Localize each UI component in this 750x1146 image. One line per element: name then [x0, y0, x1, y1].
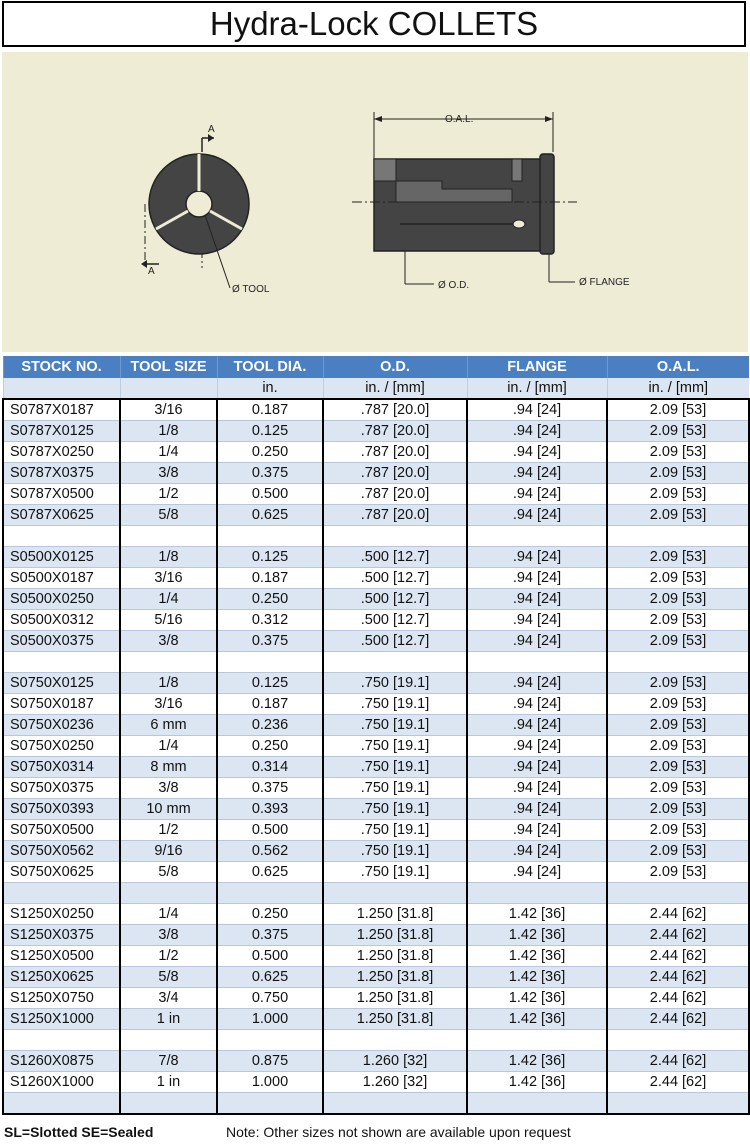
table-cell: .94 [24] [467, 715, 607, 736]
table-cell: 1.42 [36] [467, 925, 607, 946]
unit-cell: in. / [mm] [467, 378, 607, 399]
table-cell: 2.09 [53] [607, 862, 749, 883]
table-row [3, 736, 749, 757]
table-cell: S0750X0236 [3, 715, 120, 736]
table-cell: 2.09 [53] [607, 673, 749, 694]
table-cell: S0750X0393 [3, 799, 120, 820]
table-cell: 0.125 [217, 673, 323, 694]
table-cell: 2.09 [53] [607, 589, 749, 610]
table-cell: 0.187 [217, 694, 323, 715]
page-title: Hydra-Lock COLLETS [2, 1, 746, 47]
table-cell: 0.250 [217, 736, 323, 757]
table-cell: 1.250 [31.8] [323, 988, 467, 1009]
table-cell: S0500X0125 [3, 547, 120, 568]
table-cell: .787 [20.0] [323, 442, 467, 463]
table-row [3, 988, 749, 1009]
table-cell: 2.09 [53] [607, 694, 749, 715]
table-cell: .750 [19.1] [323, 736, 467, 757]
table-cell: 0.250 [217, 442, 323, 463]
table-cell: 2.09 [53] [607, 484, 749, 505]
table-cell [607, 1093, 749, 1115]
table-cell: .94 [24] [467, 631, 607, 652]
table-row [3, 568, 749, 589]
table-cell: 1.42 [36] [467, 988, 607, 1009]
table-cell: 2.09 [53] [607, 610, 749, 631]
table-cell: .787 [20.0] [323, 421, 467, 442]
table-cell: 2.09 [53] [607, 631, 749, 652]
table-cell: 5/16 [120, 610, 217, 631]
table-cell: 3/16 [120, 568, 217, 589]
table-row [3, 442, 749, 463]
table-cell [607, 526, 749, 547]
table-cell: S0500X0187 [3, 568, 120, 589]
table-cell: 1.42 [36] [467, 1072, 607, 1093]
table-cell [3, 652, 120, 673]
table-cell: 2.09 [53] [607, 505, 749, 526]
table-cell [3, 1093, 120, 1115]
table-cell: 0.500 [217, 946, 323, 967]
table-cell: 0.625 [217, 862, 323, 883]
table-cell: .750 [19.1] [323, 862, 467, 883]
table-cell [120, 1030, 217, 1051]
table-cell: 2.09 [53] [607, 547, 749, 568]
table-cell: .94 [24] [467, 799, 607, 820]
table-row [3, 967, 749, 988]
table-cell [323, 526, 467, 547]
table-cell: .94 [24] [467, 757, 607, 778]
table-cell: 1.250 [31.8] [323, 1009, 467, 1030]
table-cell: 2.09 [53] [607, 820, 749, 841]
table-cell: 2.09 [53] [607, 463, 749, 484]
table-cell: 1.260 [32] [323, 1051, 467, 1072]
table-row [3, 1072, 749, 1093]
table-cell: S0787X0625 [3, 505, 120, 526]
table-cell: S1250X0500 [3, 946, 120, 967]
table-cell: 0.375 [217, 631, 323, 652]
table-cell: S1260X0875 [3, 1051, 120, 1072]
table-cell: .500 [12.7] [323, 589, 467, 610]
table-cell: 0.250 [217, 904, 323, 925]
table-cell [3, 1030, 120, 1051]
table-row [3, 778, 749, 799]
table-cell: 9/16 [120, 841, 217, 862]
table-cell: 2.44 [62] [607, 925, 749, 946]
table-cell: 0.187 [217, 568, 323, 589]
table-cell: .500 [12.7] [323, 568, 467, 589]
table-cell: .787 [20.0] [323, 484, 467, 505]
table-cell: .94 [24] [467, 610, 607, 631]
table-cell [467, 883, 607, 904]
table-cell: 2.44 [62] [607, 988, 749, 1009]
table-cell: 0.500 [217, 820, 323, 841]
table-cell: 2.44 [62] [607, 967, 749, 988]
flange-dimension-label: Ø FLANGE [579, 277, 630, 288]
table-body [3, 399, 749, 1114]
table-cell: .94 [24] [467, 568, 607, 589]
column-header: FLANGE [467, 356, 607, 378]
table-cell: 0.375 [217, 463, 323, 484]
table-cell: .500 [12.7] [323, 610, 467, 631]
table-cell: 1.42 [36] [467, 967, 607, 988]
table-cell: 0.562 [217, 841, 323, 862]
oal-dimension-label: O.A.L. [445, 114, 474, 125]
table-cell: S0500X0250 [3, 589, 120, 610]
table-cell: .787 [20.0] [323, 505, 467, 526]
table-header-row [3, 356, 749, 378]
table-cell: 5/8 [120, 505, 217, 526]
table-cell: .500 [12.7] [323, 631, 467, 652]
column-header: TOOL DIA. [217, 356, 323, 378]
table-cell: S0750X0250 [3, 736, 120, 757]
table-row [3, 421, 749, 442]
table-cell: 1/8 [120, 547, 217, 568]
table-cell: .94 [24] [467, 862, 607, 883]
table-cell: 3/8 [120, 463, 217, 484]
table-cell: .94 [24] [467, 505, 607, 526]
table-cell: 3/8 [120, 925, 217, 946]
table-row [3, 862, 749, 883]
table-row [3, 1009, 749, 1030]
table-cell: 2.09 [53] [607, 568, 749, 589]
table-cell: 0.236 [217, 715, 323, 736]
table-cell: S0787X0187 [3, 399, 120, 421]
table-cell [323, 1030, 467, 1051]
table-row [3, 715, 749, 736]
collet-drawing-svg [2, 52, 748, 352]
table-cell: .94 [24] [467, 673, 607, 694]
table-cell: 1/8 [120, 421, 217, 442]
table-cell: 0.314 [217, 757, 323, 778]
unit-cell: in. / [mm] [607, 378, 749, 399]
section-a-top-label: A [208, 124, 215, 135]
table-cell: 1/4 [120, 589, 217, 610]
table-cell [323, 652, 467, 673]
table-row [3, 946, 749, 967]
table-row [3, 757, 749, 778]
table-cell [120, 526, 217, 547]
table-cell: 1/4 [120, 442, 217, 463]
table-cell: S0750X0375 [3, 778, 120, 799]
table-cell [217, 1030, 323, 1051]
table-cell: .750 [19.1] [323, 841, 467, 862]
table-cell: 1.000 [217, 1009, 323, 1030]
table-cell: .750 [19.1] [323, 799, 467, 820]
table-cell: .750 [19.1] [323, 757, 467, 778]
table-cell: 5/8 [120, 862, 217, 883]
column-header: O.D. [323, 356, 467, 378]
unit-cell: in. [217, 378, 323, 399]
footer [4, 1124, 748, 1144]
spacer-row [3, 1093, 749, 1115]
table-cell: .94 [24] [467, 421, 607, 442]
table-cell: .94 [24] [467, 778, 607, 799]
table-cell [467, 1030, 607, 1051]
table-row [3, 589, 749, 610]
table-cell [120, 883, 217, 904]
table-cell: 1.250 [31.8] [323, 904, 467, 925]
table-cell: 2.09 [53] [607, 421, 749, 442]
table-cell: 0.625 [217, 505, 323, 526]
table-cell [467, 652, 607, 673]
table-cell: 0.750 [217, 988, 323, 1009]
column-header: O.A.L. [607, 356, 749, 378]
table-cell: 1.250 [31.8] [323, 967, 467, 988]
table-cell: 1.250 [31.8] [323, 925, 467, 946]
table-cell: 0.625 [217, 967, 323, 988]
table-cell: 1 in [120, 1009, 217, 1030]
table-cell [323, 883, 467, 904]
table-row [3, 463, 749, 484]
table-cell: 10 mm [120, 799, 217, 820]
table-row [3, 484, 749, 505]
table-cell [3, 526, 120, 547]
table-cell: 6 mm [120, 715, 217, 736]
table-cell: S1260X1000 [3, 1072, 120, 1093]
column-header: TOOL SIZE [120, 356, 217, 378]
table-cell [120, 1093, 217, 1115]
table-cell: 3/4 [120, 988, 217, 1009]
technical-drawing [2, 52, 748, 352]
table-row [3, 505, 749, 526]
table-row [3, 799, 749, 820]
table-cell: 2.44 [62] [607, 1051, 749, 1072]
table-cell: S0750X0187 [3, 694, 120, 715]
table-cell: 0.375 [217, 925, 323, 946]
table-cell: .787 [20.0] [323, 463, 467, 484]
table-cell: S1250X0750 [3, 988, 120, 1009]
table-cell: 2.09 [53] [607, 715, 749, 736]
table-cell: 0.125 [217, 547, 323, 568]
table-row [3, 925, 749, 946]
table-cell: 1.260 [32] [323, 1072, 467, 1093]
table-cell: .750 [19.1] [323, 694, 467, 715]
table-cell: 3/16 [120, 399, 217, 421]
table-cell: 2.44 [62] [607, 946, 749, 967]
table-cell: S0787X0375 [3, 463, 120, 484]
table-cell: S1250X1000 [3, 1009, 120, 1030]
table-cell: .94 [24] [467, 820, 607, 841]
table-row [3, 547, 749, 568]
table-cell [3, 883, 120, 904]
table-cell: S0787X0250 [3, 442, 120, 463]
tool-diameter-label: Ø TOOL [232, 284, 270, 295]
table-cell: .787 [20.0] [323, 399, 467, 421]
table-cell: 2.09 [53] [607, 841, 749, 862]
table-cell [607, 1030, 749, 1051]
table-cell: 5/8 [120, 967, 217, 988]
unit-cell: in. / [mm] [323, 378, 467, 399]
table-cell [607, 883, 749, 904]
table-cell: .94 [24] [467, 736, 607, 757]
unit-cell [120, 378, 217, 399]
table-cell: .750 [19.1] [323, 715, 467, 736]
table-cell: 1/2 [120, 484, 217, 505]
table-cell: 1.42 [36] [467, 904, 607, 925]
table-cell: S0500X0312 [3, 610, 120, 631]
table-cell: S1250X0625 [3, 967, 120, 988]
table-cell: 2.09 [53] [607, 736, 749, 757]
table-cell: 1/2 [120, 946, 217, 967]
od-dimension-label: Ø O.D. [438, 280, 470, 291]
column-header: STOCK NO. [3, 356, 120, 378]
table-cell: 0.875 [217, 1051, 323, 1072]
table-cell: 2.09 [53] [607, 799, 749, 820]
table-cell: 2.09 [53] [607, 778, 749, 799]
section-a-bottom-label: A [148, 266, 155, 277]
table-cell [217, 1093, 323, 1115]
table-cell: 2.44 [62] [607, 1009, 749, 1030]
table-cell: 0.312 [217, 610, 323, 631]
table-cell [120, 652, 217, 673]
table-cell: 8 mm [120, 757, 217, 778]
table-cell: 2.44 [62] [607, 1072, 749, 1093]
table-cell [323, 1093, 467, 1115]
table-row [3, 673, 749, 694]
table-row [3, 399, 749, 421]
table-cell: S0750X0500 [3, 820, 120, 841]
side-view [352, 112, 577, 284]
collet-spec-table [2, 356, 750, 1115]
table-cell: 1/2 [120, 820, 217, 841]
table-row [3, 841, 749, 862]
spacer-row [3, 652, 749, 673]
table-cell [217, 652, 323, 673]
table-row [3, 610, 749, 631]
table-cell: .500 [12.7] [323, 547, 467, 568]
table-cell: 0.187 [217, 399, 323, 421]
table-cell: 1.000 [217, 1072, 323, 1093]
table-cell [217, 526, 323, 547]
table-cell [607, 652, 749, 673]
table-cell: S0750X0314 [3, 757, 120, 778]
table-cell: 1/8 [120, 673, 217, 694]
table-cell: .94 [24] [467, 463, 607, 484]
table-cell: .94 [24] [467, 694, 607, 715]
table-cell: 3/16 [120, 694, 217, 715]
table-cell: 2.09 [53] [607, 399, 749, 421]
table-cell: .94 [24] [467, 841, 607, 862]
spacer-row [3, 526, 749, 547]
table-cell: 0.125 [217, 421, 323, 442]
table-cell: S0750X0562 [3, 841, 120, 862]
table-cell: 1.42 [36] [467, 1009, 607, 1030]
table-row [3, 820, 749, 841]
table-row [3, 694, 749, 715]
spacer-row [3, 1030, 749, 1051]
footer-note: Note: Other sizes not shown are available upon request [226, 1124, 571, 1140]
table-cell [467, 1093, 607, 1115]
table-cell: .94 [24] [467, 547, 607, 568]
unit-cell [3, 378, 120, 399]
table-cell: 2.09 [53] [607, 442, 749, 463]
table-row [3, 1051, 749, 1072]
table-cell: S0787X0500 [3, 484, 120, 505]
table-cell: 0.500 [217, 484, 323, 505]
table-cell: 1.42 [36] [467, 946, 607, 967]
table-cell: S0750X0125 [3, 673, 120, 694]
table-cell: S1250X0375 [3, 925, 120, 946]
table-cell: 1 in [120, 1072, 217, 1093]
table-cell: 1.250 [31.8] [323, 946, 467, 967]
table-cell [467, 526, 607, 547]
table-cell: .750 [19.1] [323, 778, 467, 799]
table-cell: .94 [24] [467, 589, 607, 610]
spacer-row [3, 883, 749, 904]
table-cell: 2.44 [62] [607, 904, 749, 925]
table-cell: S0787X0125 [3, 421, 120, 442]
table-cell: 1/4 [120, 904, 217, 925]
footer-legend: SL=Slotted SE=Sealed [4, 1124, 154, 1140]
table-cell: 1/4 [120, 736, 217, 757]
end-view [141, 134, 249, 288]
table-cell: 1.42 [36] [467, 1051, 607, 1072]
table-cell: S1250X0250 [3, 904, 120, 925]
table-cell: .94 [24] [467, 442, 607, 463]
table-row [3, 631, 749, 652]
table-units-row [3, 378, 749, 399]
table-cell: .750 [19.1] [323, 673, 467, 694]
table-cell: S0500X0375 [3, 631, 120, 652]
table-cell: .94 [24] [467, 399, 607, 421]
table-cell: 7/8 [120, 1051, 217, 1072]
table-cell: 0.393 [217, 799, 323, 820]
table-cell: S0750X0625 [3, 862, 120, 883]
table-cell [217, 883, 323, 904]
table-cell: 3/8 [120, 778, 217, 799]
table-row [3, 904, 749, 925]
table-cell: 0.375 [217, 778, 323, 799]
table-cell: .750 [19.1] [323, 820, 467, 841]
table-cell: 3/8 [120, 631, 217, 652]
table-cell: 0.250 [217, 589, 323, 610]
table-cell: .94 [24] [467, 484, 607, 505]
table-cell: 2.09 [53] [607, 757, 749, 778]
